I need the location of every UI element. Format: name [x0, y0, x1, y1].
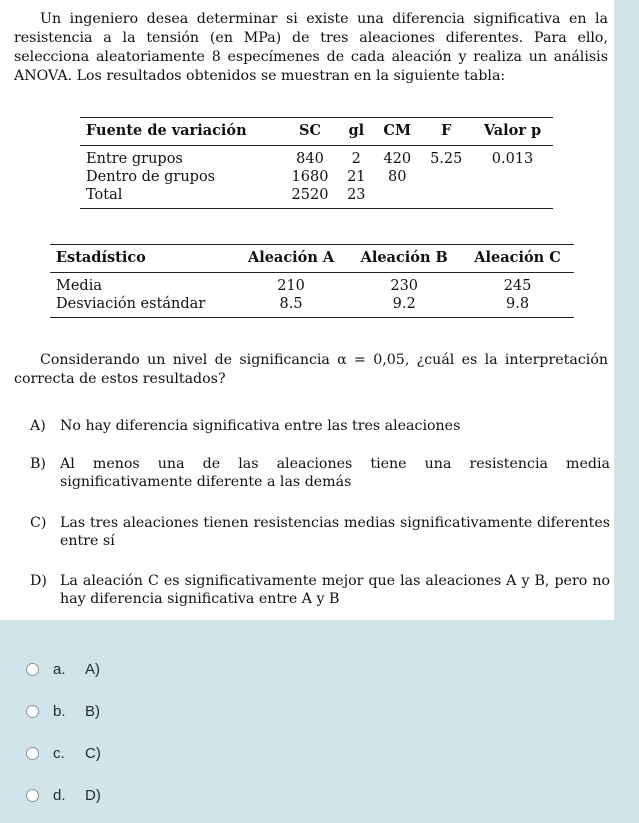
option-text: Las tres aleaciones tienen resistencias medias significativamente diferentes entre sí	[60, 515, 610, 549]
table-cell: 245	[503, 278, 532, 294]
radio-button[interactable]	[26, 747, 39, 760]
option-text: Al menos una de las aleaciones tiene una resistencia media significativamente diferente a las demás	[60, 456, 610, 490]
anova-header: CM	[374, 118, 420, 146]
stats-header-row	[50, 245, 574, 273]
table-cell: 210	[277, 278, 305, 294]
anova-table	[80, 117, 553, 209]
answer-letter: a.	[53, 660, 66, 678]
table-cell: 230	[390, 278, 419, 294]
table-cell	[420, 186, 472, 209]
anova-header: SC	[281, 118, 338, 146]
stats-header: Aleación B	[347, 245, 461, 273]
question-prompt: Considerando un nivel de significancia α = 0,05, ¿cuál es la interpretación correcta de estos resultados?	[14, 352, 608, 387]
answer-label[interactable]: C)	[85, 744, 101, 762]
table-cell: 1680	[291, 169, 329, 185]
table-cell	[472, 168, 553, 186]
option-text: No hay diferencia significativa entre las tres aleaciones	[60, 418, 461, 434]
answer-letter: c.	[53, 744, 65, 762]
table-cell: 9.8	[461, 295, 574, 318]
table-cell: 9.2	[347, 295, 461, 318]
option-key: D)	[30, 573, 47, 589]
table-cell	[472, 186, 553, 209]
anova-header: F	[420, 118, 472, 146]
anova-header: Valor p	[472, 118, 553, 146]
option-a	[30, 417, 610, 435]
answer-letter: b.	[53, 702, 66, 720]
table-cell: 5.25	[430, 151, 463, 167]
option-c	[30, 514, 610, 550]
table-cell: Media	[56, 278, 102, 294]
option-key: C)	[30, 515, 47, 531]
anova-header-row	[80, 118, 553, 146]
stats-header: Aleación A	[235, 245, 348, 273]
table-cell: Desviación estándar	[50, 295, 235, 318]
table-cell	[374, 186, 420, 209]
radio-button[interactable]	[26, 789, 39, 802]
answer-choice-b[interactable]	[26, 699, 100, 723]
table-row	[80, 168, 553, 186]
table-cell: 8.5	[235, 295, 348, 318]
option-text: La aleación C es significativamente mejor que las aleaciones A y B, pero no hay diferencia significativa entre A y B	[60, 573, 610, 607]
table-cell: 0.013	[491, 151, 534, 167]
option-b	[30, 455, 610, 491]
table-cell: 840	[296, 151, 324, 167]
table-cell: 2520	[281, 186, 338, 209]
stats-table	[50, 244, 574, 318]
answer-label[interactable]: D)	[85, 786, 101, 804]
answer-label[interactable]: A)	[85, 660, 100, 678]
table-row	[80, 186, 553, 209]
stats-header: Aleación C	[461, 245, 574, 273]
question-intro: Un ingeniero desea determinar si existe una diferencia significativa en la resistencia a la tensión (en MPa) de tres aleaciones diferentes. Para ello, selecciona aleatoriamente 8 especímenes de cada aleación y realiza un análisis ANOVA. Los resultados obtenidos se muestran en la siguiente tabla:	[14, 11, 608, 84]
table-cell	[420, 168, 472, 186]
anova-header: Fuente de variación	[80, 118, 281, 146]
radio-button[interactable]	[26, 663, 39, 676]
table-cell: Entre grupos	[86, 151, 183, 167]
answer-label[interactable]: B)	[85, 702, 100, 720]
option-d	[30, 572, 610, 608]
table-cell: 21	[347, 169, 366, 185]
stats-header: Estadístico	[50, 245, 235, 273]
table-cell: Total	[80, 186, 281, 209]
table-cell: Dentro de grupos	[86, 169, 216, 185]
answer-choice-a[interactable]	[26, 657, 100, 681]
answer-choice-c[interactable]	[26, 741, 101, 765]
table-cell: 23	[339, 186, 375, 209]
table-cell: 80	[387, 169, 407, 185]
table-row	[50, 295, 574, 318]
answer-letter: d.	[53, 786, 66, 804]
radio-button[interactable]	[26, 705, 39, 718]
table-cell: 420	[383, 151, 412, 167]
option-key: A)	[30, 418, 46, 434]
answer-choice-d[interactable]	[26, 783, 101, 807]
table-row	[50, 273, 574, 296]
table-row	[80, 146, 553, 169]
anova-header: gl	[339, 118, 375, 146]
option-key: B)	[30, 456, 46, 472]
table-cell: 2	[351, 151, 361, 167]
